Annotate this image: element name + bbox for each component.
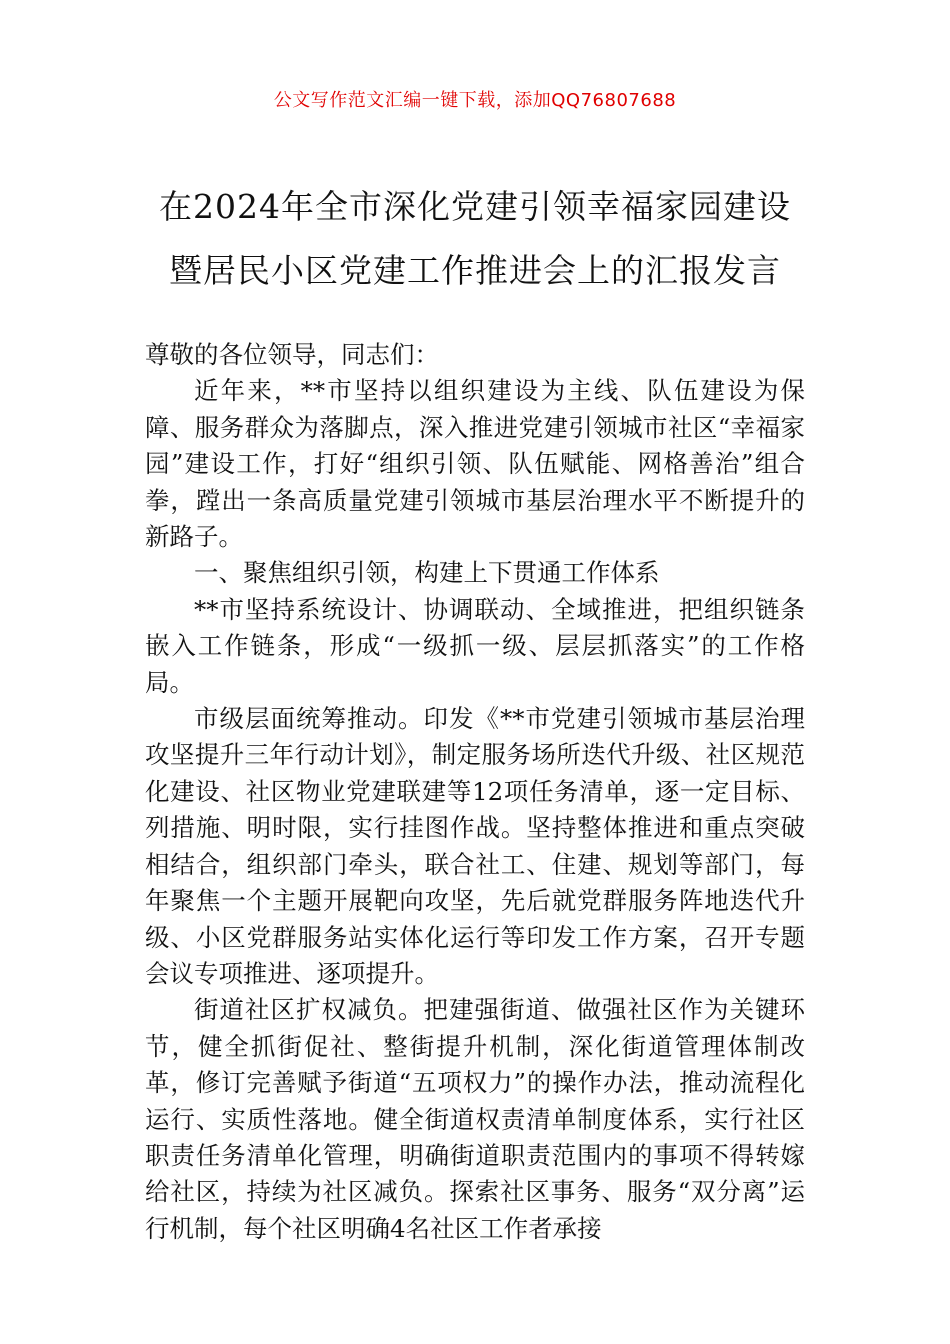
paragraph-street-community: 街道社区扩权减负。把建强街道、做强社区作为关键环节，健全抓街促社、整街提升机制，深化街道管理体制改革，修订完善赋予街道“五项权力”的操作办法，推动流程化运行、实质性落地。健全街道权责清单制度体系，实行社区职责任务清单化管理，明确街道职责范围内的事项不得转嫁给社区，持续为社区减负。探索社区事务、服务“双分离”运行机制，每个社区明确4名社区工作者承接 <box>145 995 805 1243</box>
document-title <box>60 175 890 303</box>
paragraph-intro: 近年来，**市坚持以组织建设为主线、队伍建设为保障、服务群众为落脚点，深入推进党建引领城市社区“幸福家园”建设工作，打好“组织引领、队伍赋能、网格善治”组合拳，蹚出一条高质量党建引领城市基层治理水平不断提升的新路子。 <box>145 376 805 552</box>
salutation: 尊敬的各位领导，同志们： <box>145 340 439 369</box>
promo-banner: 公文写作范文汇编一键下载，添加QQ76807688 <box>273 90 677 111</box>
document-body <box>145 337 805 1247</box>
section-heading-1: 一、聚焦组织引领，构建上下贯通工作体系 <box>194 558 660 588</box>
paragraph-section-1-intro: **市坚持系统设计、协调联动、全域推进，把组织链条嵌入工作链条，形成“一级抓一级、层层抓落实”的工作格局。 <box>145 594 805 697</box>
title-line-2: 暨居民小区党建工作推进会上的汇报发言 <box>169 251 781 290</box>
title-line-1: 在2024年全市深化党建引领幸福家园建设 <box>159 187 791 226</box>
paragraph-city-level: 市级层面统筹推动。印发《**市党建引领城市基层治理攻坚提升三年行动计划》，制定服务场所迭代升级、社区规范化建设、社区物业党建联建等12项任务清单，逐一定目标、列措施、明时限，实行挂图作战。坚持整体推进和重点突破相结合，组织部门牵头，联合社工、住建、规划等部门，每年聚焦一个主题开展靶向攻坚，先后就党群服务阵地迭代升级、小区党群服务站实体化运行等印发工作方案，召开专题会议专项推进、逐项提升。 <box>145 704 805 988</box>
